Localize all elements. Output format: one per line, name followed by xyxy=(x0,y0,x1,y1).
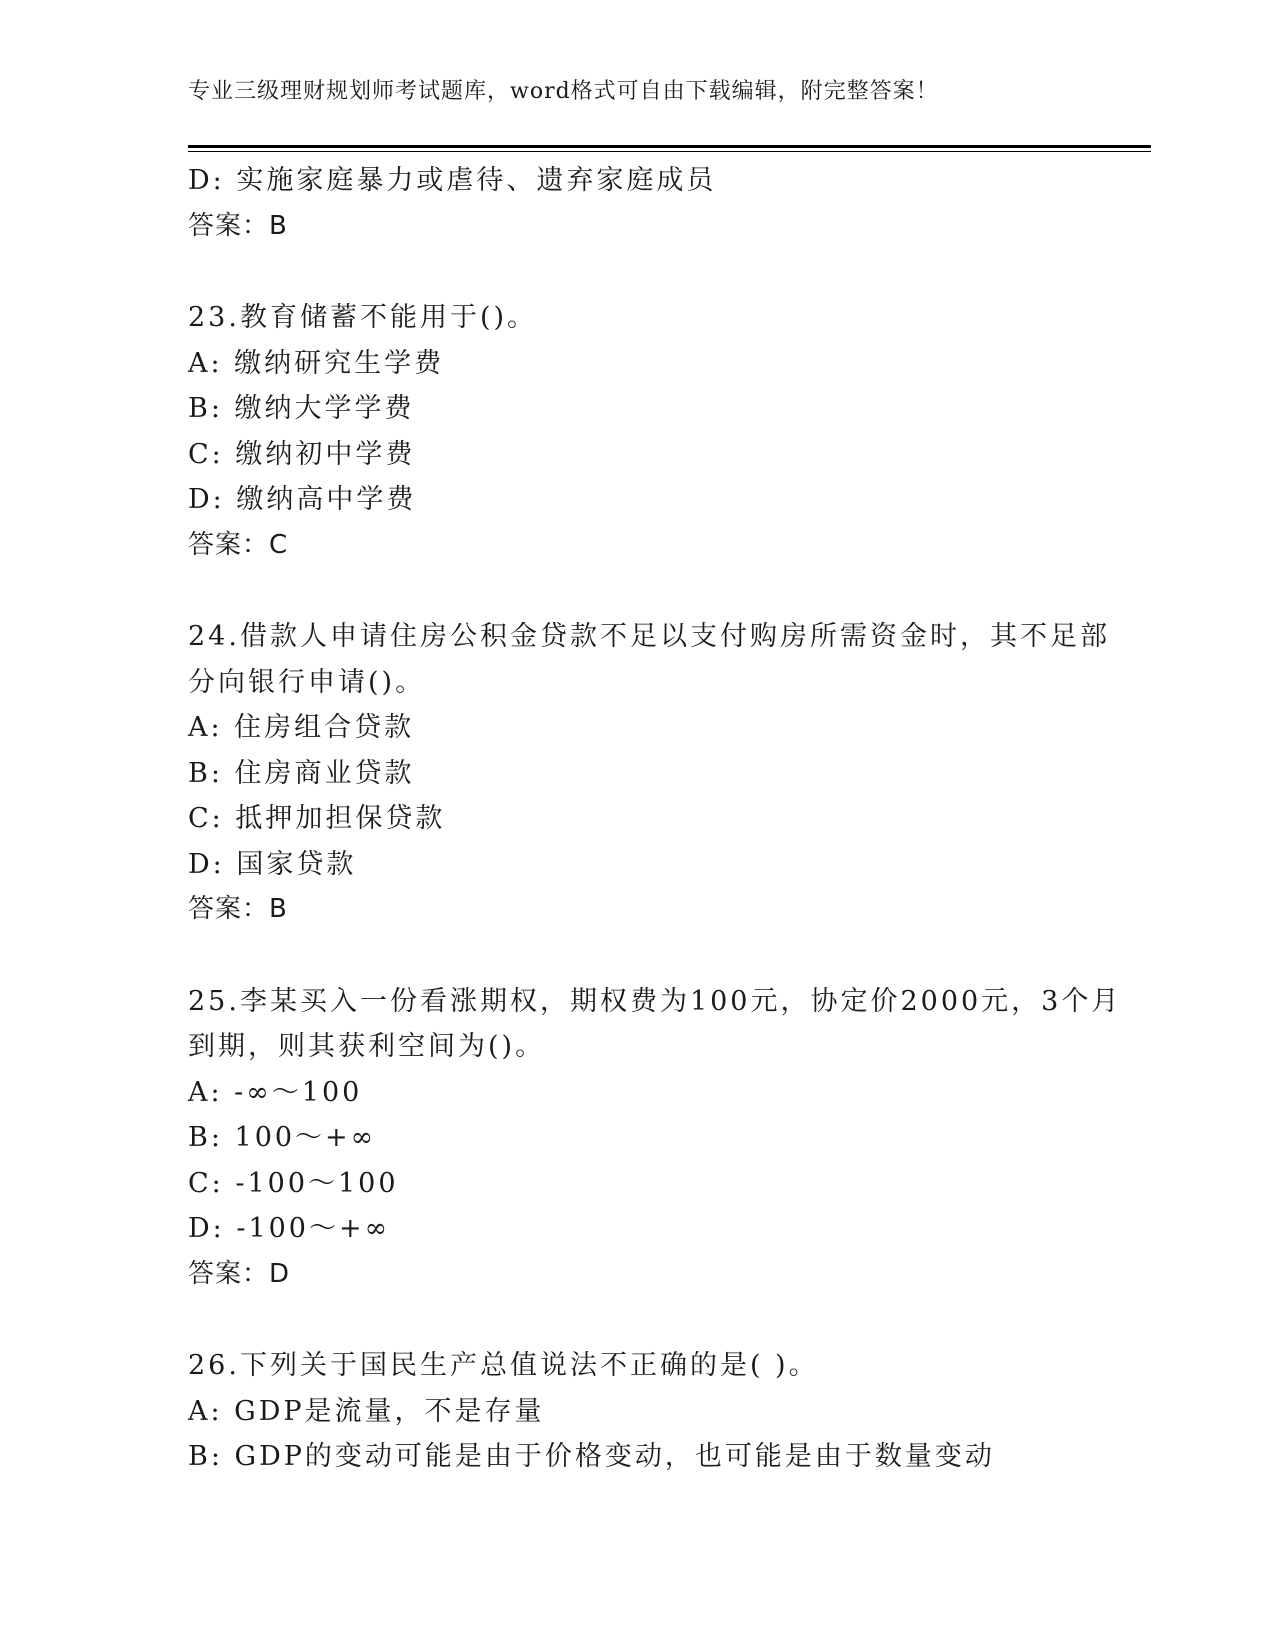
question-line: 到期，则其获利空间为()。 xyxy=(188,1031,546,1062)
question-line: C: 抵押加担保贷款 xyxy=(188,803,446,834)
answer-line: 答案：C xyxy=(188,529,289,560)
question-line: B: 缴纳大学学费 xyxy=(188,393,415,424)
spacer xyxy=(188,933,1088,979)
question-line: B: GDP的变动可能是由于价格变动，也可能是由于数量变动 xyxy=(188,1441,995,1472)
question-line: A: -∞～100 xyxy=(188,1076,363,1108)
question-line: A: 缴纳研究生学费 xyxy=(188,347,445,379)
question-line: A: GDP是流量，不是存量 xyxy=(188,1395,545,1427)
question-line: 23.教育储蓄不能用于()。 xyxy=(188,302,538,333)
question-line: D: 实施家庭暴力或虐待、遗弃家庭成员 xyxy=(188,165,717,196)
question-line: 26.下列关于国民生产总值说法不正确的是( )。 xyxy=(188,1350,819,1381)
question-line: 24.借款人申请住房公积金贷款不足以支付购房所需资金时，其不足部 xyxy=(188,621,1110,652)
question-line: B: 100～+∞ xyxy=(188,1122,377,1153)
answer-line: 答案：B xyxy=(188,210,288,241)
spacer xyxy=(188,249,1088,295)
question-line: C: -100～100 xyxy=(188,1167,399,1199)
question-list xyxy=(188,158,1122,1480)
answer-line: 答案：B xyxy=(188,894,288,924)
question-line: D: -100～+∞ xyxy=(188,1213,391,1244)
spacer xyxy=(188,568,1088,614)
spacer xyxy=(188,1297,1088,1343)
header-rule-thin xyxy=(188,151,1151,152)
question-line: 分向银行申请()。 xyxy=(188,666,426,698)
question-line: C: 缴纳初中学费 xyxy=(188,438,416,470)
question-line: 25.李某买入一份看涨期权，期权费为100元，协定价2000元，3个月 xyxy=(188,985,1122,1017)
page-header: 专业三级理财规划师考试题库，word格式可自由下载编辑，附完整答案！ xyxy=(188,79,939,104)
question-line: A: 住房组合贷款 xyxy=(188,712,415,743)
question-line: D: 缴纳高中学费 xyxy=(188,484,417,515)
answer-line: 答案：D xyxy=(188,1258,291,1289)
question-line: D: 国家贷款 xyxy=(188,848,357,880)
header-rule-thick xyxy=(188,145,1151,148)
question-line: B: 住房商业贷款 xyxy=(188,757,415,789)
